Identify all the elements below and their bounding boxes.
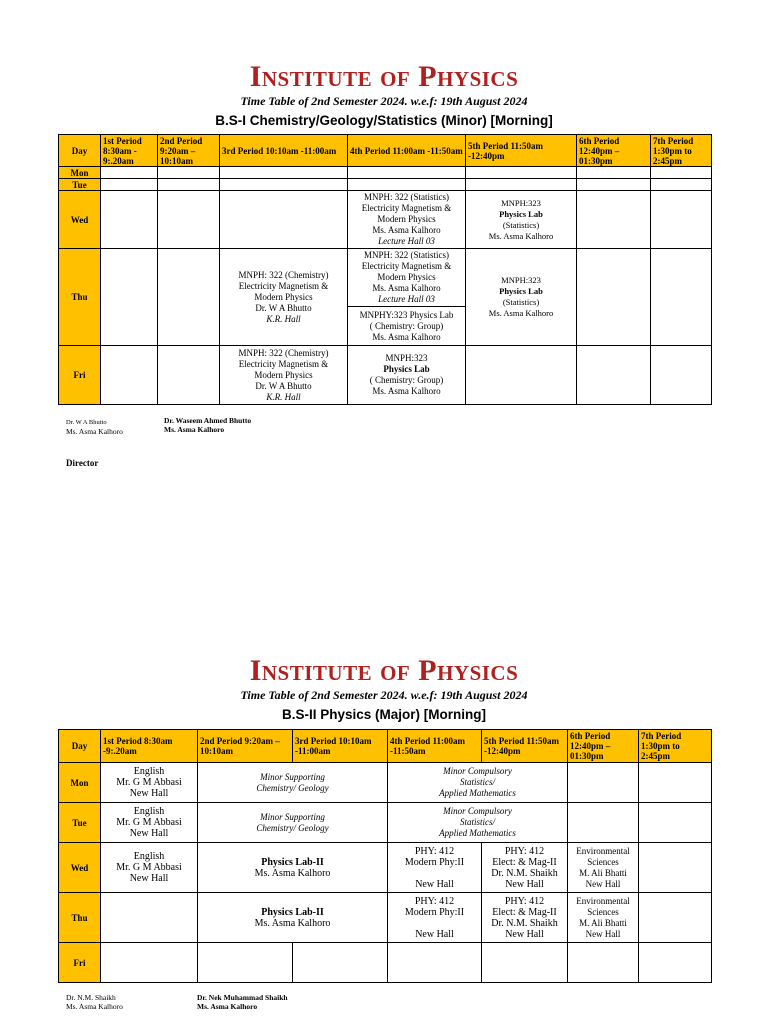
day-tue: Tue [59, 803, 101, 843]
header-period-4: 4th Period 11:00am -11:50am [348, 135, 466, 167]
header-period-5: 5th Period 11:50am -12:40pm [466, 135, 577, 167]
class-cell: Physics Lab-II Ms. Asma Kalhoro [198, 843, 388, 893]
day-mon: Mon [59, 763, 101, 803]
header-period-6: 6th Period 12:40pm – 01:30pm [577, 135, 651, 167]
header-period-7: 7th Period 1:30pm to 2:45pm [651, 135, 712, 167]
class-cell: MNPH:323 Physics Lab (Statistics) Ms. Asma Kalhoro [466, 249, 577, 346]
timetable-2 [58, 729, 712, 983]
class-cell: Environmental Sciences M. Ali Bhatti New Hall [568, 843, 639, 893]
class-cell: MNPHY:323 Physics Lab ( Chemistry: Group) Ms. Asma Kalhoro [348, 307, 466, 346]
day-wed: Wed [59, 191, 101, 249]
footer-signatories: Dr. N.M. Shaikh Ms. Asma Kalhoro [66, 993, 123, 1011]
header-period-1: 1st Period 8:30am -9:.20am [101, 730, 198, 763]
class-cell: MNPH:323 Physics Lab (Statistics) Ms. Asma Kalhoro [466, 191, 577, 249]
director-label: Director [66, 458, 99, 468]
timetable-subtitle: Time Table of 2nd Semester 2024. w.e.f: 19th August 2024 [240, 94, 528, 108]
class-cell: PHY: 412 Elect: & Mag-II Dr. N.M. Shaikh New Hall [482, 843, 568, 893]
class-cell: English Mr. G M Abbasi New Hall [101, 843, 198, 893]
class-cell: Minor Compulsory Statistics/ Applied Mathematics [388, 763, 568, 803]
day-tue: Tue [59, 179, 101, 191]
class-cell: MNPH: 322 (Statistics) Electricity Magnetism & Modern Physics Ms. Asma Kalhoro Lecture Hall 03 [348, 249, 466, 307]
day-fri: Fri [59, 943, 101, 983]
class-cell: MNPH: 322 (Statistics) Electricity Magnetism & Modern Physics Ms. Asma Kalhoro Lecture Hall 03 [348, 191, 466, 249]
header-period-2: 2nd Period 9:20am – 10:10am [198, 730, 293, 763]
program-heading: B.S-II Physics (Major) [Morning] [281, 707, 486, 722]
class-cell: PHY: 412 Modern Phy:II New Hall [388, 843, 482, 893]
class-cell: English Mr. G M Abbasi New Hall [101, 763, 198, 803]
class-cell: Environmental Sciences M. Ali Bhatti New Hall [568, 893, 639, 943]
program-heading: B.S-I Chemistry/Geology/Statistics (Minor) [Morning] [215, 113, 553, 128]
class-cell: MNPH: 322 (Chemistry) Electricity Magnetism & Modern Physics Dr. W A Bhutto K.R. Hall [220, 249, 348, 346]
day-thu: Thu [59, 893, 101, 943]
header-day: Day [59, 730, 101, 763]
header-period-1: 1st Period 8:30am - 9:.20am [101, 135, 158, 167]
header-period-3: 3rd Period 10:10am -11:00am [220, 135, 348, 167]
class-cell: PHY: 412 Modern Phy:II New Hall [388, 893, 482, 943]
footer-signatories-bold: Dr. Waseem Ahmed Bhutto Ms. Asma Kalhoro [164, 416, 252, 434]
day-thu: Thu [59, 249, 101, 346]
header-period-2: 2nd Period 9:20am – 10:10am [158, 135, 220, 167]
class-cell: Minor Supporting Chemistry/ Geology [198, 763, 388, 803]
header-period-3: 3rd Period 10:10am -11:00am [293, 730, 388, 763]
class-cell: MNPH: 322 (Chemistry) Electricity Magnetism & Modern Physics Dr. W A Bhutto K.R. Hall [220, 346, 348, 405]
header-period-7: 7th Period 1:30pm to 2:45pm [639, 730, 712, 763]
day-fri: Fri [59, 346, 101, 405]
footer-signatories: Dr. W A Bhutto Ms. Asma Kalhoro [66, 419, 123, 436]
day-wed: Wed [59, 843, 101, 893]
timetable-subtitle: Time Table of 2nd Semester 2024. w.e.f: 19th August 2024 [240, 688, 528, 702]
class-cell: Minor Supporting Chemistry/ Geology [198, 803, 388, 843]
class-cell: English Mr. G M Abbasi New Hall [101, 803, 198, 843]
class-cell: PHY: 412 Elect: & Mag-II Dr. N.M. Shaikh New Hall [482, 893, 568, 943]
class-cell: Physics Lab-II Ms. Asma Kalhoro [198, 893, 388, 943]
class-cell: Minor Compulsory Statistics/ Applied Mathematics [388, 803, 568, 843]
header-day: Day [59, 135, 101, 167]
page-title: Institute of Physics [249, 654, 519, 687]
timetable-1 [58, 134, 712, 405]
footer-signatories-bold: Dr. Nek Muhammad Shaikh Ms. Asma Kalhoro [197, 993, 288, 1011]
header-period-4: 4th Period 11:00am -11:50am [388, 730, 482, 763]
page-title: Institute of Physics [249, 60, 519, 93]
day-mon: Mon [59, 167, 101, 179]
header-period-6: 6th Period 12:40pm – 01:30pm [568, 730, 639, 763]
class-cell: MNPH:323 Physics Lab ( Chemistry: Group) Ms. Asma Kalhoro [348, 346, 466, 405]
header-period-5: 5th Period 11:50am -12:40pm [482, 730, 568, 763]
